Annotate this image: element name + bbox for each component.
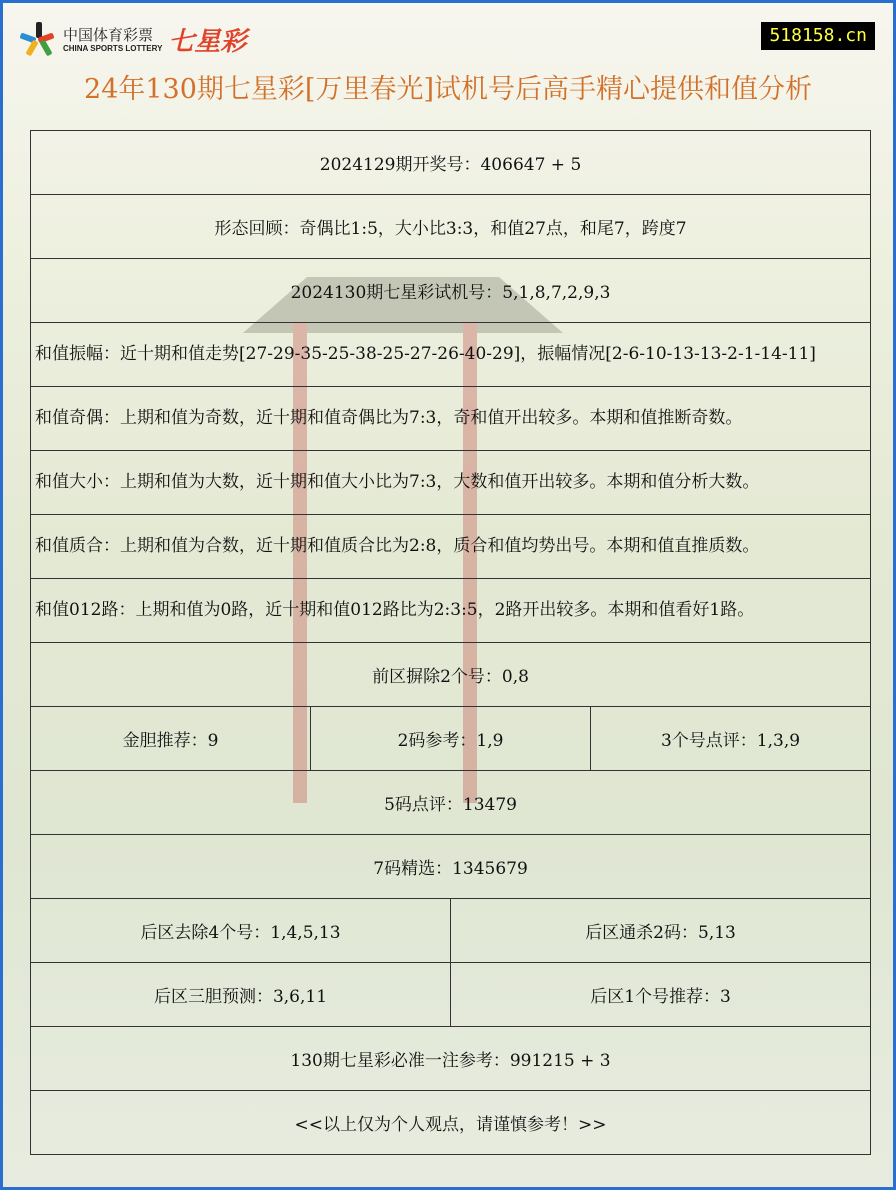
sum-big-small: 和值大小：上期和值为大数，近十期和值大小比为7:3，大数和值开出较多。本期和值分析大数。	[31, 451, 871, 515]
back-three: 后区三胆预测：3,6,11	[31, 963, 451, 1027]
page-title: 24年130期七星彩[万里春光]试机号后高手精心提供和值分析	[84, 74, 812, 105]
sum-odd-even: 和值奇偶：上期和值为奇数，近十期和值奇偶比为7:3，奇和值开出较多。本期和值推断奇数。	[31, 387, 871, 451]
three-code: 3个号点评：1,3,9	[591, 707, 871, 771]
final-pick: 130期七星彩必准一注参考：991215 + 3	[31, 1027, 871, 1091]
lottery-logo	[21, 21, 246, 58]
analysis-table	[30, 130, 871, 1155]
logo-en: CHINA SPORTS LOTTERY	[63, 44, 163, 53]
draw-result: 2024129期开奖号：406647 + 5	[31, 131, 871, 195]
sum-amplitude: 和值振幅：近十期和值走势[27-29-35-25-38-25-27-26-40-29]，振幅情况[2-6-10-13-13-2-1-14-11]	[31, 323, 871, 387]
back-remove: 后区去除4个号：1,4,5,13	[31, 899, 451, 963]
gold-pick: 金胆推荐：9	[31, 707, 311, 771]
test-numbers: 2024130期七星彩试机号：5,1,8,7,2,9,3	[31, 259, 871, 323]
back-one: 后区1个号推荐：3	[451, 963, 871, 1027]
two-code: 2码参考：1,9	[311, 707, 591, 771]
pattern-review: 形态回顾：奇偶比1:5，大小比3:3，和值27点，和尾7，跨度7	[31, 195, 871, 259]
five-code: 5码点评：13479	[31, 771, 871, 835]
disclaimer: <<以上仅为个人观点，请谨慎参考！>>	[31, 1091, 871, 1155]
logo-game: 七星彩	[168, 27, 247, 57]
site-badge[interactable]: 518158.cn	[761, 22, 875, 50]
sum-prime-composite: 和值质合：上期和值为合数，近十期和值质合比为2:8，质合和值均势出号。本期和值直推质数。	[31, 515, 871, 579]
back-kill: 后区通杀2码：5,13	[451, 899, 871, 963]
sum-012-route: 和值012路：上期和值为0路，近十期和值012路比为2:3:5，2路开出较多。本期和值看好1路。	[31, 579, 871, 643]
logo-cn: 中国体育彩票	[63, 26, 154, 44]
front-exclude: 前区摒除2个号：0,8	[31, 643, 871, 707]
seven-code: 7码精选：1345679	[31, 835, 871, 899]
lottery-star-icon	[21, 22, 57, 58]
